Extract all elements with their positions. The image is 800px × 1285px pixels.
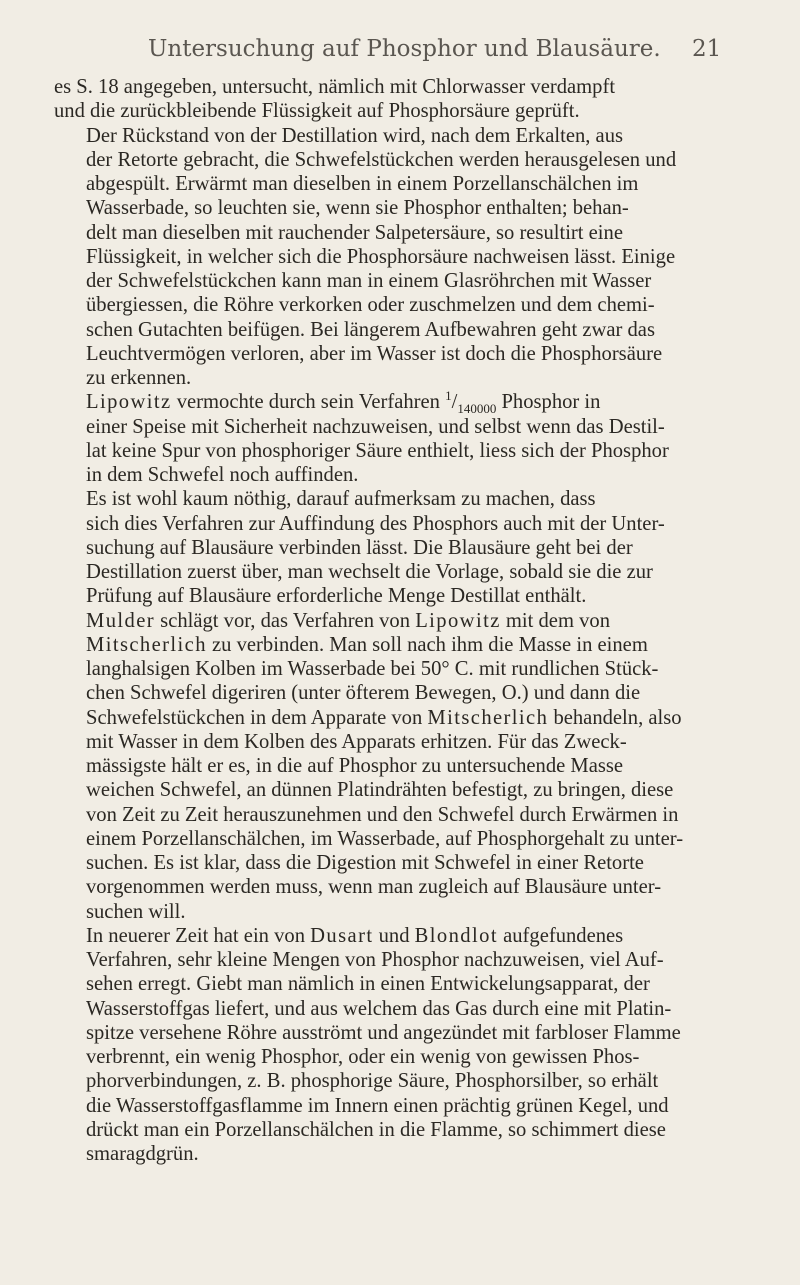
text-run: Schwefelstückchen in dem Apparate von	[86, 706, 428, 729]
text-run: In neuerer Zeit hat ein von	[86, 924, 311, 947]
text-line: die Wasserstoffgasflamme im Innern einen prächtig grünen Kegel, und	[86, 1094, 669, 1117]
text-line: Wasserstoffgas liefert, und aus welchem das Gas durch eine mit Platin-	[86, 997, 672, 1020]
text-line: suchen. Es ist klar, dass die Digestion mit Schwefel in einer Retorte	[86, 852, 644, 874]
paragraph-continuation	[54, 75, 764, 124]
text-run: behandeln, also	[548, 706, 682, 729]
text-line: Flüssigkeit, in welcher sich die Phosphorsäure nachweisen lässt. Einige	[86, 245, 676, 268]
fraction-numerator: 1	[445, 388, 452, 404]
text-run: vermochte durch sein Verfahren	[171, 391, 446, 414]
text-line: zu erkennen.	[86, 367, 192, 389]
text-line: Destillation zuerst über, man wechselt die Vorlage, sobald sie die zur	[86, 561, 653, 583]
text-run: schlägt vor, das Verfahren von	[155, 609, 416, 632]
author-name: Mitscherlich	[427, 706, 549, 729]
text-line: sich dies Verfahren zur Auffindung des Phosphors auch mit der Unter-	[86, 512, 665, 535]
text-line: chen Schwefel digeriren (unter öfterem Bewegen, O.) und dann die	[86, 682, 641, 705]
running-title: Untersuchung auf Phosphor und Blausäure.	[148, 36, 661, 62]
paragraph-lipowitz	[54, 390, 764, 487]
author-name: Blondlot	[414, 924, 498, 947]
text-line: Prüfung auf Blausäure erforderliche Menge Destillat enthält.	[86, 585, 587, 608]
text-line	[54, 924, 764, 948]
text-run: aufgefundenes	[497, 924, 624, 947]
text-line: vorgenommen werden muss, wenn man zugleich auf Blausäure unter-	[86, 876, 662, 899]
author-name: Lipowitz	[86, 391, 172, 414]
paragraph-dusart-blondlot	[54, 924, 764, 1167]
text-line: Es ist wohl kaum nöthig, darauf aufmerksam zu machen, dass	[86, 488, 596, 511]
text-run: und	[373, 924, 415, 947]
text-line: weichen Schwefel, an dünnen Platindrähten befestigt, zu bringen, diese	[86, 779, 674, 802]
text-line: smaragdgrün.	[86, 1143, 199, 1165]
author-name: Dusart	[310, 924, 374, 947]
fraction-denominator: 140000	[457, 401, 497, 417]
text-line: schen Gutachten beifügen. Bei längerem Aufbewahren geht zwar das	[86, 318, 655, 341]
text-line: Der Rückstand von der Destillation wird, nach dem Erkalten, aus	[86, 124, 624, 147]
text-line: übergiessen, die Röhre verkorken oder zuschmelzen und dem chemi-	[86, 294, 655, 317]
text-line: von Zeit zu Zeit herauszunehmen und den Schwefel durch Erwärmen in	[86, 803, 679, 826]
author-name: Mulder	[86, 609, 156, 632]
text-line	[54, 633, 764, 657]
text-line: lat keine Spur von phosphoriger Säure enthielt, liess sich der Phosphor	[86, 439, 669, 462]
text-run: mit dem von	[500, 609, 611, 632]
text-line: phorverbindungen, z. B. phosphorige Säure, Phosphorsilber, so erhält	[86, 1070, 659, 1093]
text-line: suchung auf Blausäure verbinden lässt. Die Blausäure geht bei der	[86, 536, 633, 559]
text-line: verbrennt, ein wenig Phosphor, oder ein wenig von gewissen Phos-	[86, 1046, 640, 1068]
text-line	[54, 706, 764, 730]
paragraph-residue	[54, 124, 764, 391]
text-line: und die zurückbleibende Flüssigkeit auf Phosphorsäure geprüft.	[54, 100, 580, 123]
author-name: Lipowitz	[415, 609, 501, 632]
text-line: Verfahren, sehr kleine Mengen von Phosphor nachzuweisen, viel Auf-	[86, 949, 664, 971]
text-line: abgespült. Erwärmt man dieselben in einem Porzellanschälchen im	[86, 173, 639, 195]
text-line: es S. 18 angegeben, untersucht, nämlich mit Chlorwasser verdampft	[54, 76, 616, 98]
text-run: zu verbinden. Man soll nach ihm die Masse in einem	[206, 633, 648, 656]
text-line: Lipowitz vermochte durch sein Verfahren $^1/_{140000}$ Phosphor in	[86, 388, 601, 417]
body-text	[54, 75, 764, 1166]
text-line: der Retorte gebracht, die Schwefelstückchen werden herausgelesen und	[86, 148, 677, 171]
text-line: delt man dieselben mit rauchender Salpetersäure, so resultirt eine	[86, 221, 623, 244]
text-line: einem Porzellanschälchen, im Wasserbade, auf Phosphorgehalt zu unter-	[86, 827, 684, 850]
text-line: in dem Schwefel noch auffinden.	[86, 464, 359, 486]
text-line: Leuchtvermögen verloren, aber im Wasser ist doch die Phosphorsäure	[86, 342, 663, 365]
text-line: mässigste hält er es, in die auf Phosphor zu untersuchende Masse	[86, 755, 624, 777]
text-line: sehen erregt. Giebt man nämlich in einen Entwickelungsapparat, der	[86, 973, 650, 996]
text-line: der Schwefelstückchen kann man in einem Glasröhrchen mit Wasser	[86, 270, 652, 292]
page-number: 21	[692, 36, 722, 62]
text-line	[54, 609, 764, 633]
text-line: spitze versehene Röhre ausströmt und angezündet mit farbloser Flamme	[86, 1021, 681, 1044]
text-line: drückt man ein Porzellanschälchen in die Flamme, so schimmert diese	[86, 1118, 666, 1141]
text-line: suchen will.	[86, 900, 186, 923]
author-name: Mitscherlich	[86, 633, 207, 656]
text-line: langhalsigen Kolben im Wasserbade bei 50° C. mit rundlichen Stück-	[86, 658, 659, 680]
text-line: mit Wasser in dem Kolben des Apparats erhitzen. Für das Zweck-	[86, 730, 627, 753]
text-run: Phosphor in	[496, 391, 601, 414]
running-head	[0, 36, 800, 76]
paragraph-mulder	[54, 609, 764, 924]
text-line: Wasserbade, so leuchten sie, wenn sie Phosphor enthalten; behan-	[86, 197, 629, 220]
text-line: einer Speise mit Sicherheit nachzuweisen, und selbst wenn das Destil-	[86, 415, 665, 438]
paragraph-blausaeure	[54, 487, 764, 608]
